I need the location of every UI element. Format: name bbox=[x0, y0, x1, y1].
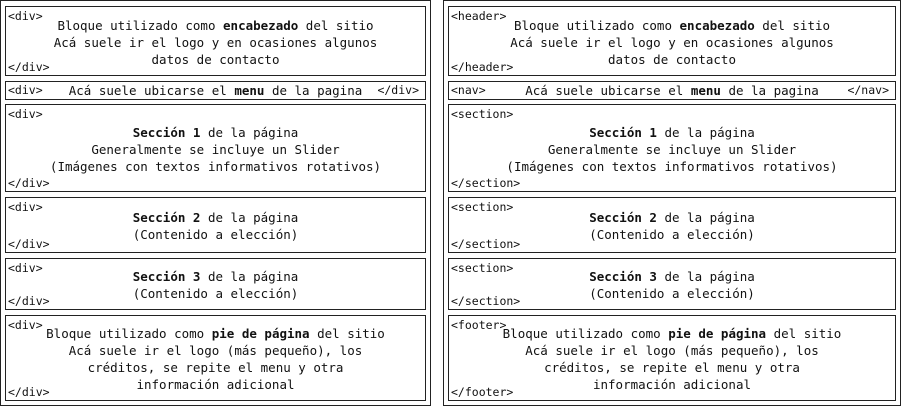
block-description: Sección 2 de la página (Contenido a elección) bbox=[589, 210, 755, 242]
open-tag: <div> bbox=[8, 318, 43, 332]
open-tag: <section> bbox=[451, 200, 514, 214]
section-1-block bbox=[5, 104, 426, 192]
div-layout-column bbox=[0, 0, 431, 406]
close-tag: </div> bbox=[8, 176, 50, 190]
block-description: Acá suele ubicarse el menu de la pagina bbox=[68, 83, 363, 98]
block-description: Sección 1 de la página Generalmente se incluye un Slider (Imágenes con textos informativos rotativos) bbox=[49, 125, 382, 174]
close-tag: </div> bbox=[8, 294, 50, 308]
footer-block bbox=[448, 315, 896, 401]
block-description: Bloque utilizado como encabezado del sitio Acá suele ir el logo y en ocasiones algunos datos de contacto bbox=[53, 18, 378, 67]
close-tag: </div> bbox=[8, 237, 50, 251]
open-tag: <footer> bbox=[451, 318, 507, 332]
block-description: Bloque utilizado como pie de página del sitio Acá suele ir el logo (más pequeño), los créditos, se repite el menu y otra información adicional bbox=[46, 326, 385, 392]
section-3-block bbox=[448, 258, 896, 310]
section-2-block bbox=[448, 197, 896, 253]
open-tag: <div> bbox=[8, 107, 43, 121]
open-tag: <nav> bbox=[451, 83, 486, 97]
close-tag: </div> bbox=[8, 385, 50, 399]
block-description: Sección 1 de la página Generalmente se incluye un Slider (Imágenes con textos informativos rotativos) bbox=[506, 125, 838, 174]
open-tag: <div> bbox=[8, 83, 43, 97]
close-tag: </section> bbox=[451, 237, 521, 251]
block-description: Bloque utilizado como encabezado del sitio Acá suele ir el logo y en ocasiones algunos datos de contacto bbox=[510, 18, 834, 67]
close-tag: </nav> bbox=[847, 83, 889, 97]
section-2-block bbox=[5, 197, 426, 253]
close-tag: </footer> bbox=[451, 385, 514, 399]
block-description: Bloque utilizado como pie de página del sitio Acá suele ir el logo (más pequeño), los créditos, se repite el menu y otra información adicional bbox=[502, 326, 842, 392]
block-description: Sección 2 de la página (Contenido a elección) bbox=[132, 210, 299, 242]
nav-block bbox=[448, 81, 896, 100]
section-1-block bbox=[448, 104, 896, 192]
section-3-block bbox=[5, 258, 426, 310]
close-tag: </section> bbox=[451, 176, 521, 190]
close-tag: </div> bbox=[377, 83, 419, 97]
close-tag: </section> bbox=[451, 294, 521, 308]
block-description: Acá suele ubicarse el menu de la pagina bbox=[525, 83, 819, 98]
open-tag: <div> bbox=[8, 261, 43, 275]
close-tag: </div> bbox=[8, 60, 50, 74]
semantic-layout-column bbox=[443, 0, 901, 406]
open-tag: <header> bbox=[451, 9, 507, 23]
open-tag: <section> bbox=[451, 107, 514, 121]
header-block bbox=[448, 6, 896, 76]
header-block bbox=[5, 6, 426, 76]
nav-block bbox=[5, 81, 426, 100]
block-description: Sección 3 de la página (Contenido a elección) bbox=[132, 269, 299, 301]
block-description: Sección 3 de la página (Contenido a elección) bbox=[589, 269, 755, 301]
open-tag: <div> bbox=[8, 200, 43, 214]
open-tag: <section> bbox=[451, 261, 514, 275]
close-tag: </header> bbox=[451, 60, 514, 74]
open-tag: <div> bbox=[8, 9, 43, 23]
footer-block bbox=[5, 315, 426, 401]
